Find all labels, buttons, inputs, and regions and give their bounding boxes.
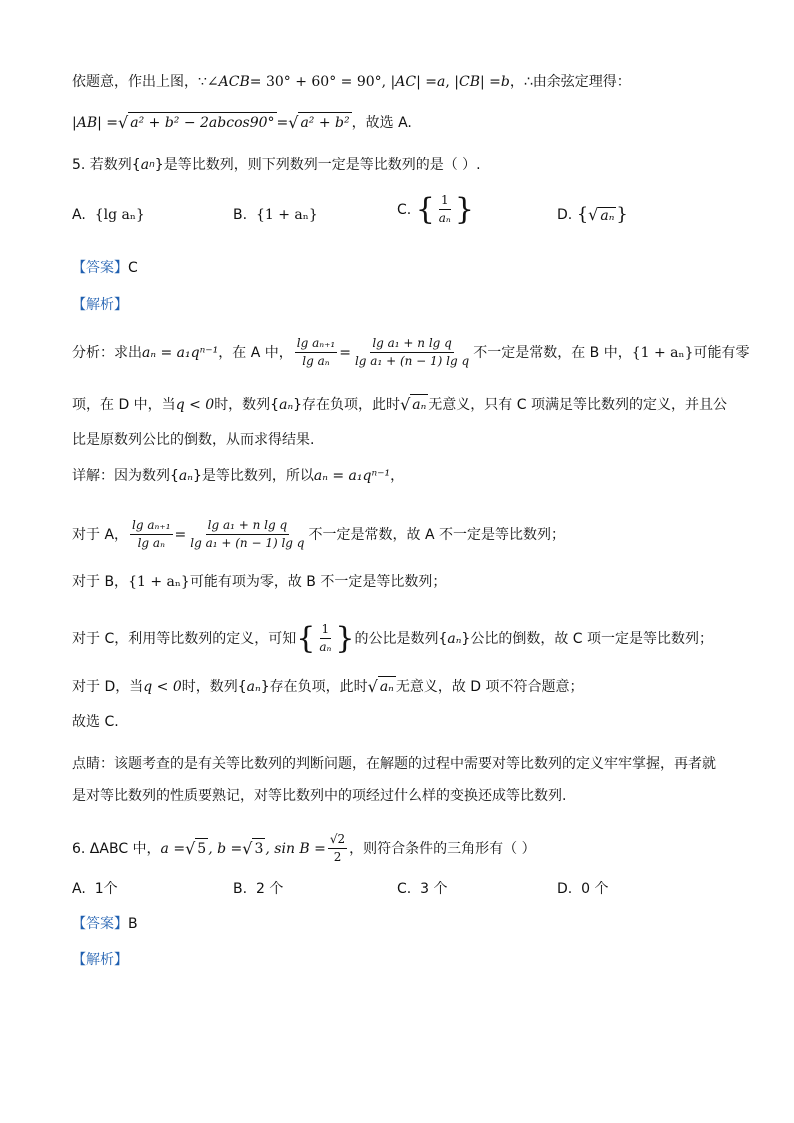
math: = — [174, 526, 187, 543]
option-label: B. — [233, 207, 248, 223]
math: | — [72, 114, 77, 131]
math: {1 + aₙ} — [631, 344, 694, 361]
math: a — [437, 74, 446, 90]
detail-c: 对于 C，利用等比数列的定义，可知 { $\frac{1}{\text{aₙ}}$ } 的公比是数列{ aₙ }公比的倒数，故 C 项一定是等比数列； — [72, 620, 713, 656]
math: 3 — [252, 838, 265, 859]
math: ACB — [218, 74, 250, 90]
numerator: √2 — [328, 832, 347, 849]
text: 分析：求出 — [72, 344, 142, 361]
option-text: 2 个 — [255, 881, 284, 897]
q5-option-b — [233, 207, 318, 223]
q6-option-d — [557, 878, 609, 898]
math: , | — [445, 74, 459, 90]
detail-a — [72, 518, 565, 551]
text: 项，在 D 中，当 — [72, 396, 176, 413]
numerator: 1 — [320, 622, 332, 639]
math: b — [500, 74, 510, 90]
option-text: 1个 — [94, 881, 118, 897]
analysis-tag: 【解析】 — [72, 952, 128, 968]
numerator: lg aₙ₊₁ — [295, 336, 338, 353]
text: 5. 若数列{ — [72, 157, 141, 173]
math: aₙ — [378, 676, 396, 697]
sqrt-expr: √ a² + b² − 2abcos90° — [118, 113, 275, 132]
math: q < 0 — [143, 678, 182, 695]
answer-6 — [72, 914, 138, 934]
denominator: lg a₁ + (n − 1) lg q — [190, 536, 305, 550]
text: ，故选 A. — [351, 114, 412, 131]
answer-value: C — [128, 260, 138, 276]
q5-option-a — [72, 207, 145, 223]
text: 无意义，只有 C 项满足等比数列的定义，并且公 — [428, 396, 727, 413]
q5-option-d: D. { √ aₙ } — [557, 204, 628, 225]
text: 时，数列{ — [181, 678, 247, 695]
text: ， — [390, 468, 405, 484]
analysis-line-3 — [72, 430, 314, 450]
text: 的公比是数列{ — [354, 630, 448, 647]
option-text: 0 个 — [581, 881, 609, 897]
sqrt-expr: √ 3 — [242, 839, 264, 858]
text: 比是原数列公比的倒数，从而求得结果. — [72, 432, 315, 448]
denominator: lg aₙ — [137, 536, 165, 550]
math: = — [276, 114, 289, 131]
q6-option-c — [397, 878, 448, 898]
text: 对于 D，当 — [72, 678, 144, 695]
text: 是对等比数列的性质要熟记，对等比数列中的项经过什么样的变换还成等比数列. — [72, 788, 567, 804]
q6-option-b — [233, 878, 283, 898]
text: 详解：因为数列{ — [72, 468, 179, 484]
math: a² + b² − 2abcos90° — [128, 112, 276, 133]
text: 时，数列{ — [214, 396, 280, 413]
math: aₙ — [279, 396, 294, 413]
math: aₙ = a₁qⁿ⁻¹ — [142, 344, 219, 361]
option-label: A. — [72, 207, 86, 223]
math: aₙ — [410, 394, 428, 415]
sqrt-expr: √ aₙ — [400, 395, 427, 414]
denominator: aₙ — [438, 211, 451, 225]
detail-line-1 — [72, 466, 404, 486]
text: ，∴由余弦定理得： — [509, 74, 631, 90]
denominator: 2 — [333, 850, 342, 864]
text: 对于 B， — [72, 574, 129, 590]
math: CB — [459, 74, 480, 90]
sqrt-expr: √ aₙ — [588, 205, 615, 224]
question-6-stem — [72, 832, 536, 865]
option-text: {1 + aₙ} — [255, 207, 318, 223]
text: 可能有零 — [693, 344, 750, 361]
text: 故选 C. — [72, 714, 119, 730]
option-text: 3 个 — [420, 881, 448, 897]
math: | = — [416, 74, 438, 90]
text: }是等比数列，所以 — [192, 468, 314, 484]
option-text: {lg aₙ} — [94, 207, 145, 223]
option-label: C. — [397, 201, 412, 218]
option-label: C. — [397, 881, 412, 897]
choose-c — [72, 712, 119, 732]
text: 可能有项为零，故 B 不一定是等比数列； — [189, 574, 447, 590]
option-text: aₙ — [600, 208, 615, 224]
math: q < 0 — [175, 396, 215, 413]
analysis-6-heading — [72, 950, 128, 970]
q5-option-c: C. { $\frac{1}{\text{aₙ}}$ } — [397, 191, 474, 227]
math: AC — [395, 74, 417, 90]
option-label: D. — [557, 881, 573, 897]
denominator: lg aₙ — [302, 354, 330, 368]
math: | = — [97, 114, 119, 131]
option-label: B. — [233, 881, 248, 897]
detail-d — [72, 676, 584, 697]
math: aₙ = a₁qⁿ⁻¹ — [313, 468, 391, 484]
math: aₙ — [178, 468, 193, 484]
text: 点睛：该题考查的是有关等比数列的判断问题，在解题的过程中需要对等比数列的定义牢牢掌握，再者就 — [72, 756, 716, 772]
text: }存在负项，此时 — [293, 396, 401, 413]
analysis-5-heading — [72, 295, 128, 315]
math: = — [339, 344, 351, 361]
q6-option-a — [72, 878, 118, 898]
solution-line-2 — [72, 112, 412, 133]
math: , b = — [208, 840, 243, 857]
answer-tag: 【答案】 — [72, 916, 128, 932]
text: ，则符合条件的三角形有（ ） — [349, 840, 536, 857]
option-label: A. — [72, 881, 86, 897]
sqrt-expr: √ aₙ — [367, 677, 394, 696]
text: }公比的倒数，故 C 项一定是等比数列； — [461, 630, 713, 647]
text: 对于 C，利用等比数列的定义，可知 — [72, 630, 297, 647]
denominator: lg a₁ + (n − 1) lg q — [354, 354, 470, 368]
math: {1 + aₙ} — [128, 574, 190, 590]
question-5-stem — [72, 155, 481, 175]
math: AB — [76, 114, 98, 131]
text: 6. ΔABC 中， — [72, 840, 161, 857]
math: = 30° + 60° = 90°, | — [249, 74, 396, 90]
math: | = — [480, 74, 501, 90]
text: 对于 A， — [72, 526, 129, 543]
math: , sin B = — [265, 840, 326, 857]
text: }是等比数列，则下列数列一定是等比数列的是（ ）. — [154, 157, 481, 173]
analysis-line-2 — [72, 394, 727, 415]
text: ，在 A 中， — [218, 344, 293, 361]
math: aₙ — [447, 630, 462, 647]
solution-line-1 — [72, 72, 631, 92]
sqrt-expr: √ 5 — [185, 839, 207, 858]
answer-value: B — [128, 916, 138, 932]
sqrt-expr: √ a² + b² — [288, 113, 350, 132]
numerator: 1 — [439, 193, 451, 210]
comment-line-2 — [72, 786, 566, 806]
answer-5 — [72, 258, 138, 278]
numerator: lg a₁ + n lg q — [370, 336, 454, 353]
detail-b — [72, 572, 446, 592]
math: 5 — [195, 838, 208, 859]
answer-tag: 【答案】 — [72, 260, 128, 276]
math: aₙ — [246, 678, 261, 695]
text: ∵∠ — [198, 74, 219, 90]
option-label: D. — [557, 206, 573, 223]
text: 不一定是常数，在 B 中， — [473, 344, 632, 361]
denominator: aₙ — [319, 640, 332, 654]
analysis-line-1 — [72, 336, 749, 369]
text: 无意义，故 D 项不符合题意； — [395, 678, 584, 695]
numerator: lg aₙ₊₁ — [130, 518, 173, 535]
math: a — [140, 157, 150, 173]
analysis-tag: 【解析】 — [72, 297, 128, 313]
math: a² + b² — [298, 112, 351, 133]
text: 依题意，作出上图， — [72, 74, 198, 90]
math: a = — [160, 840, 186, 857]
text: }存在负项，此时 — [260, 678, 368, 695]
comment-line-1 — [72, 754, 716, 774]
math: n — [149, 160, 155, 170]
text: 不一定是常数，故 A 不一定是等比数列； — [308, 526, 565, 543]
numerator: lg a₁ + n lg q — [206, 518, 290, 535]
